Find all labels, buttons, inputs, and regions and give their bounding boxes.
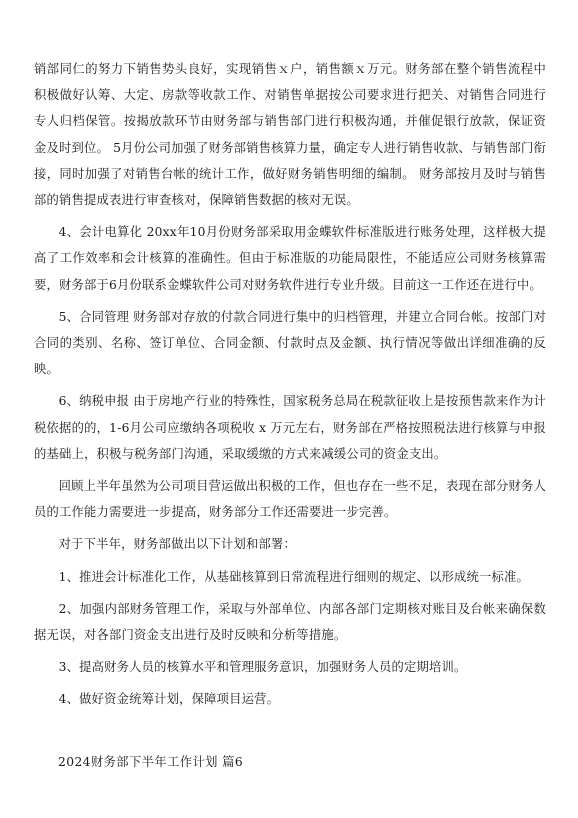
- document-body: [34, 56, 546, 713]
- section-title: 2024财务部下半年工作计划 篇6: [58, 755, 244, 769]
- plan-item-3: 3、提高财务人员的核算水平和管理服务意识，加强财务人员的定期培训。: [58, 660, 467, 675]
- paragraph-plan-intro: 对于下半年，财务部做出以下计划和部署：: [58, 537, 297, 552]
- paragraph-accounting-software: 4、会计电算化 20xx年10月份财务部采取用金蝶软件标准版进行账务处理，这样极大提高了工作效率和会计核算的准确性。但由于标准版的功能局限性，不能适应公司财务核算需要，财务部于6月份联系金蝶软件公司对财务软件进行专业升级。目前这一工作还在进行中。: [34, 225, 546, 292]
- plan-item-2: 2、加强内部财务管理工作，采取与外部单位、内部各部门定期核对账目及台帐来确保数据无误，对各部门资金支出进行及时反映和分析等措施。: [34, 601, 546, 643]
- paragraph-tax-declaration: 6、纳税申报 由于房地产行业的特殊性，国家税务总局在税款征收上是按预售款来作为计税依据的的，1-6月公司应缴纳各项税收 x 万元左右，财务部在严格按照税法进行核算与申报的基础上，积极与税务部门沟通，采取缓缴的方式来减缓公司的资金支出。: [34, 394, 546, 461]
- paragraph-contract-management: 5、合同管理 财务部对存放的付款合同进行集中的归档管理，并建立合同台帐。按部门对合同的类别、名称、签订单位、合同金额、付款时点及金额、执行情况等做出详细准确的反映。: [34, 309, 546, 377]
- plan-item-4: 4、做好资金统筹计划，保障项目运营。: [58, 692, 280, 707]
- paragraph-review: 回顾上半年虽然为公司项目营运做出积极的工作，但也存在一些不足，表现在部分财务人员的工作能力需要进一步提高，财务部分工作还需要进一步完善。: [34, 479, 546, 520]
- paragraph-sales: 销部同仁的努力下销售势头良好，实现销售ｘ户，销售额ｘ万元。财务部在整个销售流程中积极做好认筹、大定、房款等收款工作、对销售单据按公司要求进行把关、对销售合同进行专人归档保管。按揭放款环节由财务部与销售部门进行积极沟通，并催促银行放款，保证资金及时到位。 5月份公司加强了财务部销售核算力量，确定专人进行销售收款、与销售部门衔接，同时加强了对销售台帐的统计工作，做好财务销售明细的编制。 财务部按月及时与销售部的销售提成表进行审查核对，保障销售数据的核对无误。: [34, 62, 547, 208]
- plan-item-1: 1、推进会计标准化工作，从基础核算到日常流程进行细则的规定、以形成统一标准。: [58, 569, 530, 584]
